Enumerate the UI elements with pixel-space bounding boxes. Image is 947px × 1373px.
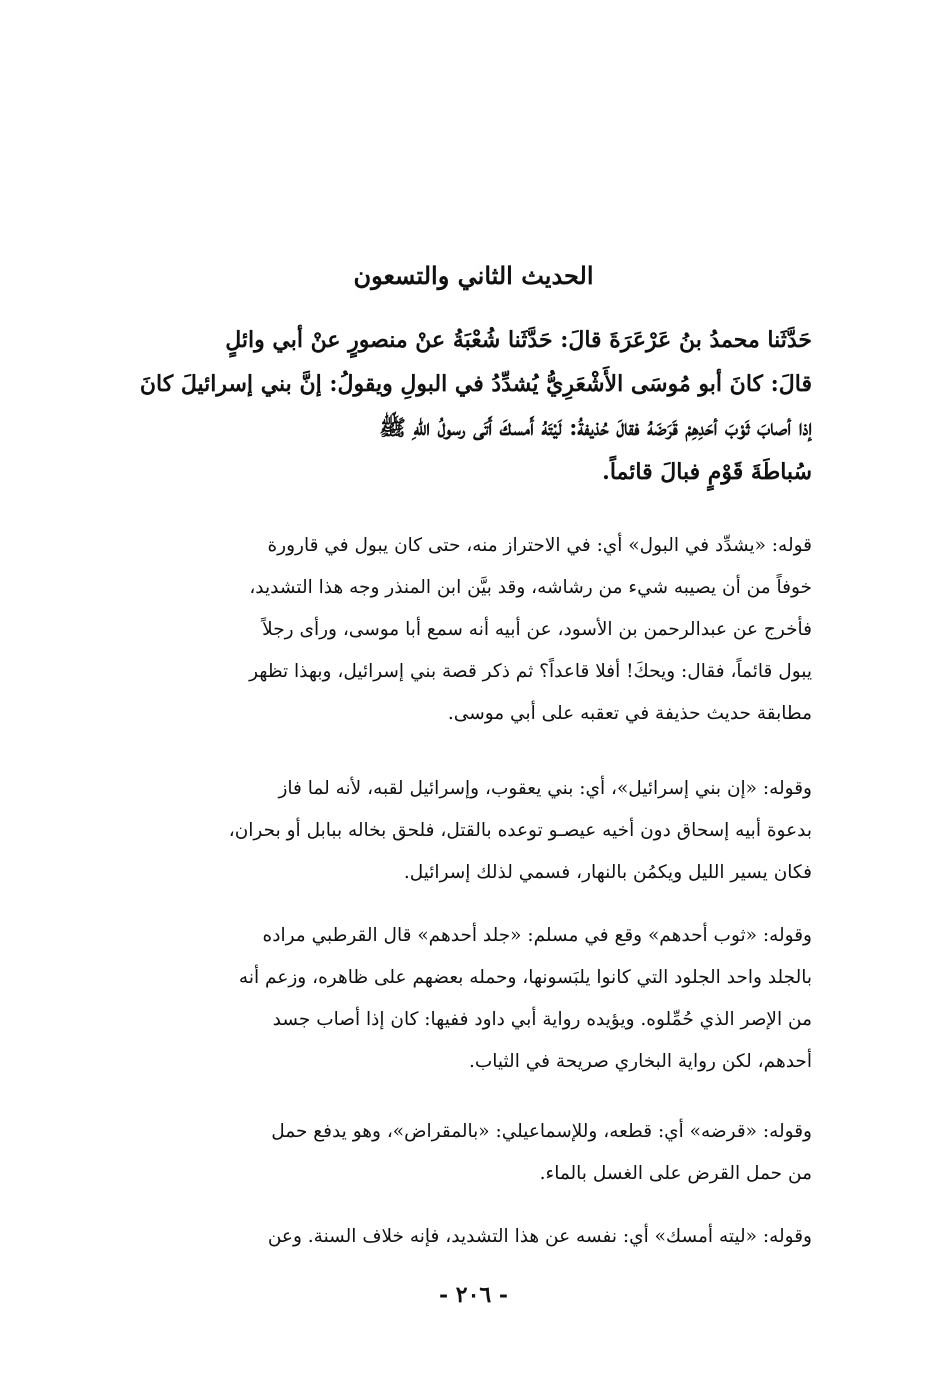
commentary-line: مطابقة حديث حذيفة في تعقبه على أبي موسى. xyxy=(447,703,812,724)
commentary-line: يبول قائماً، فقال: ويحكَ! أفلا قاعداً؟ ثم ذكر قصة بني إسرائيل، وبهذا تظهر xyxy=(249,661,812,682)
commentary-line: من حمل القرض على الغسل بالماء. xyxy=(539,1163,812,1184)
hadith-line: إذا أصابَ ثَوْبَ أحَدِهِمْ قَرَضَهُ فقالَ حُذيفةُ: لَيْتَهُ أَمسكَ أَتَى رسولُ اللهِ ﷺ xyxy=(379,415,812,441)
commentary-line: فأخرج عن عبدالرحمن بن الأسود، عن أبيه أنه سمع أبا موسى، ورأى رجلاً xyxy=(262,619,812,640)
chapter-title: الحديث الثاني والتسعون xyxy=(353,261,594,290)
commentary-line: وقوله: «إن بني إسرائيل»، أي: بني يعقوب، وإسرائيل لقبه، لأنه لما فاز xyxy=(278,778,812,799)
commentary-paragraph-3 xyxy=(130,915,812,1083)
commentary-line: وقوله: «ليته أمسك» أي: نفسه عن هذا التشديد، فإنه خلاف السنة. وعن xyxy=(267,1226,812,1247)
commentary-line: خوفاً من أن يصيبه شيء من رشاشه، وقد بيَّن ابن المنذر وجه هذا التشديد، xyxy=(249,577,812,598)
commentary-line: من الإصر الذي حُمِّلوه. ويؤيده رواية أبي داود ففيها: كان إذا أصاب جسد xyxy=(272,1009,812,1030)
commentary-line: قوله: «يشدِّد في البول» أي: في الاحتراز منه، حتى كان يبول في قارورة xyxy=(267,535,812,556)
commentary-line: أحدهم، لكن رواية البخاري صريحة في الثياب. xyxy=(468,1051,812,1072)
hadith-line: سُباطَةَ قَوْمٍ فبالَ قائماً. xyxy=(602,459,812,485)
commentary-paragraph-1 xyxy=(130,525,812,735)
commentary-paragraph-5 xyxy=(130,1216,812,1258)
commentary-paragraph-2 xyxy=(130,768,812,894)
commentary-line: بدعوة أبيه إسحاق دون أخيه عيصـو توعده بالقتل، فلحق بخاله ببابل أو بحران، xyxy=(228,820,812,841)
commentary-line: فكان يسير الليل ويكمُن بالنهار، فسمي لذلك إسرائيل. xyxy=(403,862,812,883)
commentary-line: بالجلد واحد الجلود التي كانوا يلبَسونها، وحمله بعضهم على ظاهره، وزعم أنه xyxy=(238,967,812,988)
hadith-line: حَدَّثَنا محمدُ بنُ عَرْعَرَةَ قالَ: حَدَّثَنا شُعْبَةُ عنْ منصورٍ عنْ أبي وائلٍ xyxy=(225,327,812,353)
hadith-line: قالَ: كانَ أبو مُوسَى الأَشْعَرِيُّ يُشدِّدُ في البولِ ويقولُ: إنَّ بني إسرائيلَ كانَ xyxy=(139,371,812,397)
page-number: - ٢٠٦ - xyxy=(438,1282,509,1308)
commentary-paragraph-4 xyxy=(130,1111,812,1195)
commentary-line: وقوله: «ثوب أحدهم» وقع في مسلم: «جلد أحدهم» قال القرطبي مراده xyxy=(262,925,812,946)
hadith-text xyxy=(130,318,812,494)
commentary-line: وقوله: «قرضه» أي: قطعه، وللإسماعيلي: «بالمقراض»، وهو يدفع حمل xyxy=(271,1121,812,1142)
